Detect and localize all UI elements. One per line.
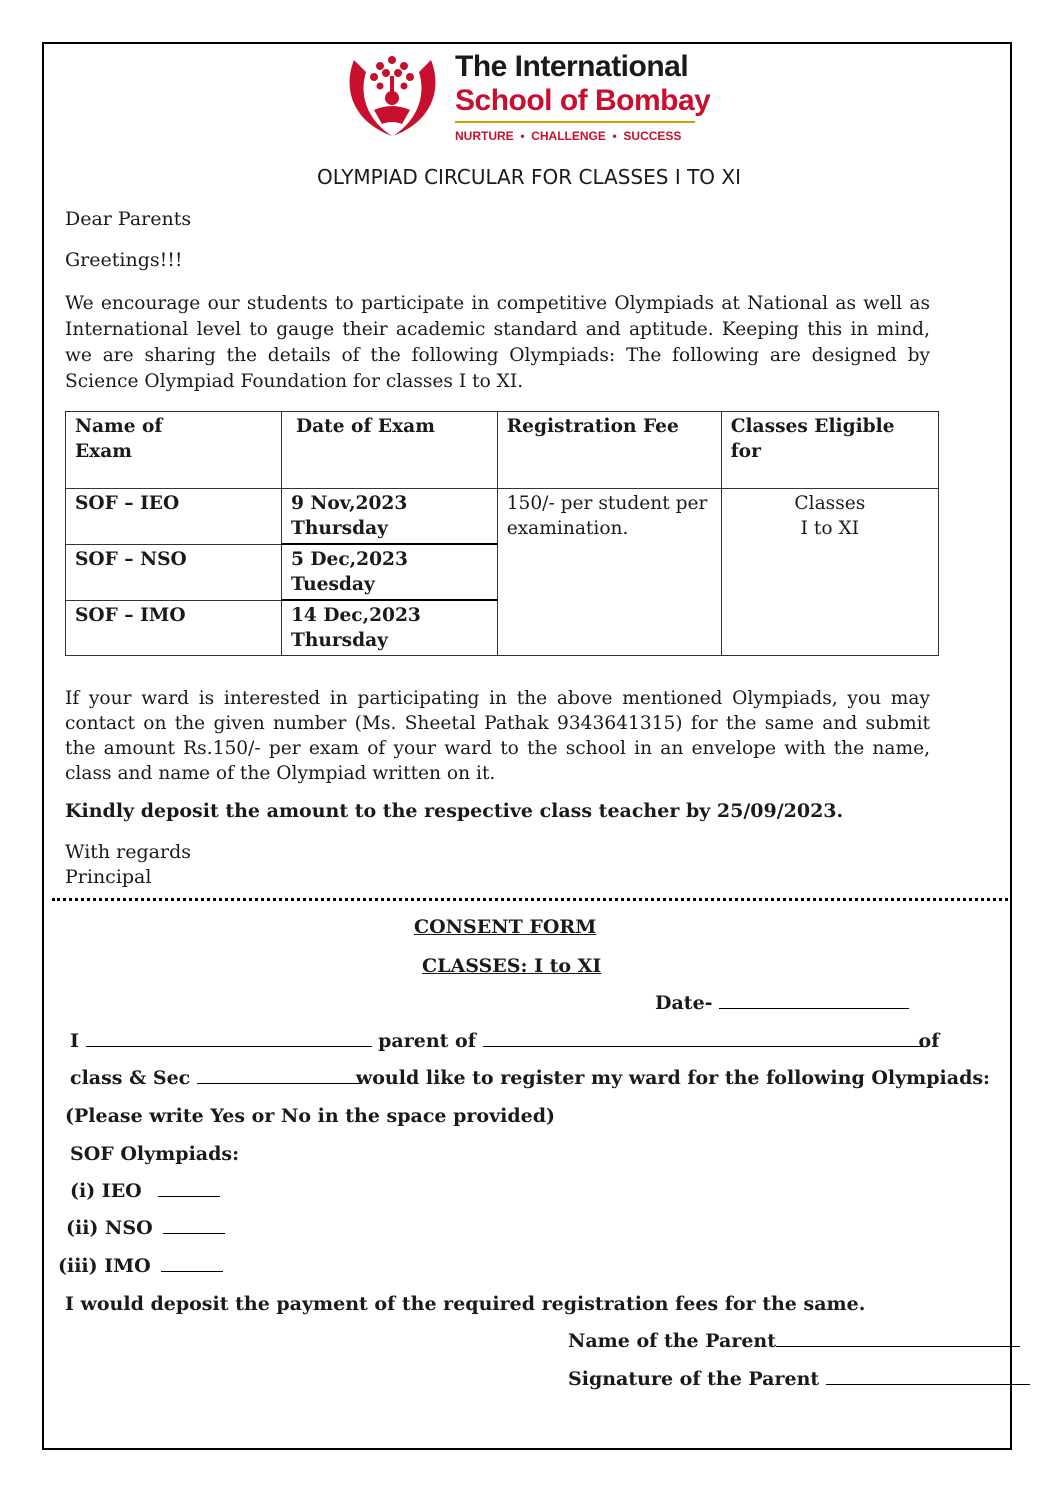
olympiad-table [65, 411, 939, 656]
option-imo-row [58, 1255, 223, 1277]
option-ieo-row [70, 1180, 220, 1202]
header-exam-date: Date of Exam [281, 412, 497, 489]
salutation: Dear Parents [65, 208, 192, 230]
contact-paragraph: If your ward is interested in participating in the above mentioned Olympiads, you may contact on the given number (Ms. Sheetal Pathak 9343641315) for the same and submit the amount Rs.150/- per exam of your ward to the school in an envelope with the name, class and name of the Olympiad written on it. [65, 688, 930, 784]
classes-line2: I to XI [800, 518, 860, 539]
circular-title: OLYMPIAD CIRCULAR FOR CLASSES I TO XI [316, 165, 741, 189]
instruction: (Please write Yes or No in the space provided) [65, 1105, 556, 1127]
sof-label: SOF Olympiads: [70, 1143, 240, 1165]
option-imo-label: (iii) IMO [58, 1255, 151, 1277]
exam-day: Thursday [290, 630, 388, 651]
consent-classes: CLASSES: I to XI [422, 955, 602, 977]
header-classes-eligible: Classes Eligible for [721, 412, 938, 489]
school-motto: NURTURE • CHALLENGE • SUCCESS [455, 129, 682, 143]
registration-fee: 150/- per student per examination. [497, 489, 721, 656]
signatory: Principal [65, 866, 152, 888]
exam-name: SOF – IMO [66, 600, 282, 656]
date-field[interactable] [719, 992, 909, 1009]
exam-day: Thursday [290, 518, 388, 539]
of-label: of [918, 1030, 940, 1052]
class-row [70, 1067, 990, 1089]
option-ieo-field[interactable] [158, 1180, 220, 1197]
i-label: I [70, 1030, 79, 1052]
option-nso-field[interactable] [163, 1217, 225, 1234]
exam-date [281, 600, 497, 656]
ward-name-field[interactable] [483, 1030, 923, 1047]
class-sec-field[interactable] [197, 1067, 361, 1084]
table-row [66, 489, 939, 545]
parent-signature-label: Signature of the Parent [568, 1368, 820, 1390]
school-logo-icon [340, 50, 445, 142]
exam-name: SOF – NSO [66, 544, 282, 600]
parent-of-label: parent of [378, 1030, 476, 1052]
logo-divider [455, 121, 695, 123]
parent-signature-field[interactable] [826, 1368, 1030, 1385]
option-nso-label: (ii) NSO [66, 1217, 153, 1239]
deposit-notice: Kindly deposit the amount to the respective class teacher by 25/09/2023. [65, 800, 844, 822]
parent-signature-row [568, 1368, 1030, 1390]
exam-date-value: 14 Dec,2023 [290, 605, 421, 626]
exam-date-value: 9 Nov,2023 [290, 493, 408, 514]
option-ieo-label: (i) IEO [70, 1180, 142, 1202]
register-text: would like to register my ward for the following Olympiads: [355, 1067, 991, 1089]
exam-date [281, 489, 497, 545]
classes-eligible [721, 489, 938, 656]
parent-name-label: Name of the Parent [568, 1330, 777, 1352]
payment-statement: I would deposit the payment of the required registration fees for the same. [65, 1293, 866, 1315]
class-sec-label: class & Sec [70, 1067, 191, 1089]
exam-date-value: 5 Dec,2023 [290, 549, 408, 570]
option-imo-field[interactable] [161, 1255, 223, 1272]
date-label: Date- [655, 992, 713, 1014]
exam-name: SOF – IEO [66, 489, 282, 545]
school-name-line2: School of Bombay [455, 84, 711, 117]
cut-line [52, 898, 1008, 901]
consent-title: CONSENT FORM [414, 916, 597, 938]
greeting: Greetings!!! [65, 249, 183, 271]
parent-name-row [568, 1330, 1020, 1352]
parent-name-signoff-field[interactable] [776, 1330, 1020, 1347]
parent-row [70, 1030, 939, 1052]
school-name-line1: The International [455, 50, 689, 83]
parent-name-field[interactable] [86, 1030, 372, 1047]
table-header-row [66, 412, 939, 489]
exam-date [281, 544, 497, 600]
intro-paragraph: We encourage our students to participate in competitive Olympiads at National as well as International level to gauge their academic standard and aptitude. Keeping this in mind, we are sharing the details of the following Olympiads: The following are designed by Science Olympiad Foundation for classes I to XI. [65, 293, 930, 392]
date-row [655, 992, 909, 1014]
classes-line1: Classes [794, 493, 866, 514]
option-nso-row [66, 1217, 225, 1239]
header-exam-name: Name of Exam [66, 412, 282, 489]
exam-day: Tuesday [290, 574, 375, 595]
closing: With regards [65, 841, 191, 863]
header-registration-fee: Registration Fee [497, 412, 721, 489]
